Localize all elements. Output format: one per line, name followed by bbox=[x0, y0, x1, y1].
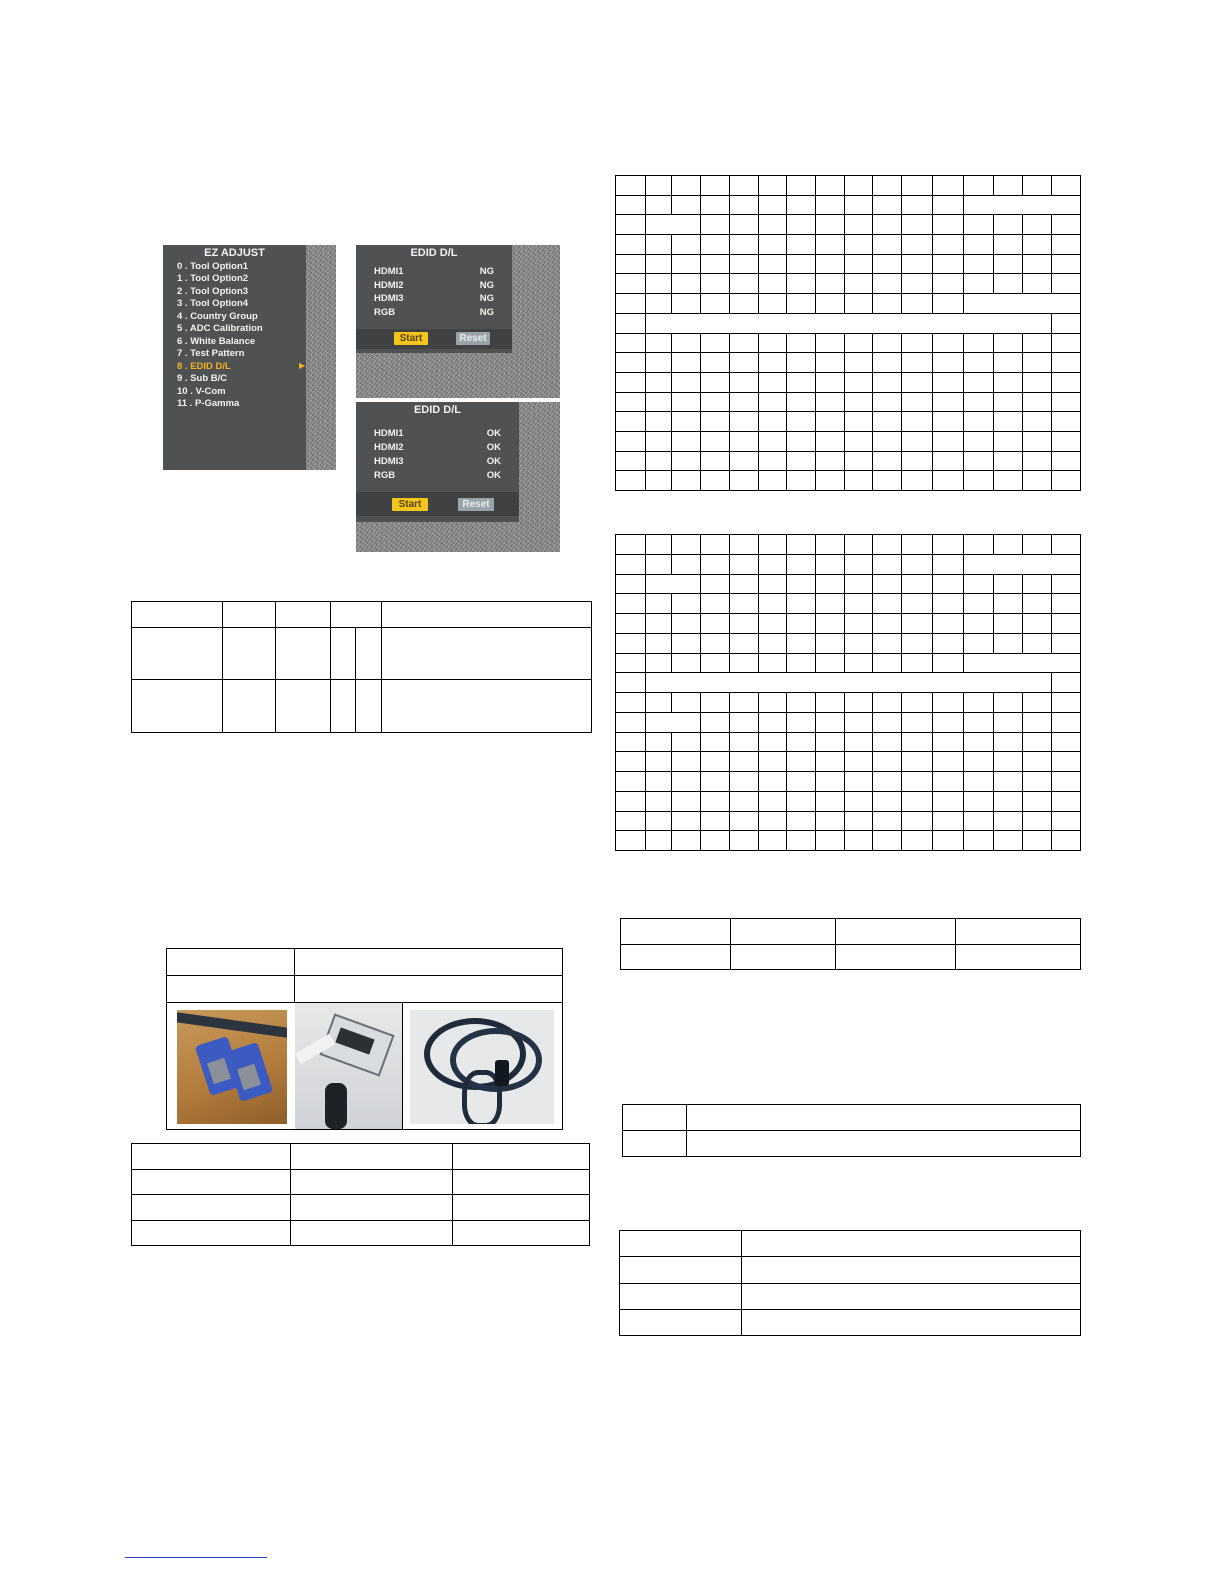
status-label: NG bbox=[479, 279, 494, 291]
edid-port-row bbox=[374, 456, 501, 469]
status-label: OK bbox=[486, 470, 501, 481]
edid-port-row bbox=[374, 470, 501, 483]
port-label: HDMI1 bbox=[374, 266, 404, 277]
menu-item[interactable]: 4 . Country Group bbox=[177, 310, 258, 322]
menu-item[interactable]: 6 . White Balance bbox=[177, 335, 256, 347]
port-label: RGB bbox=[374, 306, 396, 318]
edid-port-row bbox=[374, 280, 494, 293]
start-button[interactable]: Start bbox=[392, 498, 428, 511]
reset-button[interactable]: Reset bbox=[458, 498, 494, 511]
status-label: OK bbox=[486, 442, 501, 453]
right-table-3 bbox=[619, 1230, 1081, 1336]
right-table-2 bbox=[622, 1104, 1081, 1157]
right-table-1 bbox=[620, 918, 1081, 970]
edid-after-panel bbox=[356, 402, 519, 522]
menu-item[interactable]: 11 . P-Gamma bbox=[177, 398, 240, 409]
start-button[interactable]: Start bbox=[394, 332, 428, 345]
port-label: HDMI3 bbox=[374, 293, 404, 304]
edid-after-title: EDID D/L bbox=[413, 404, 462, 416]
edid-port-row bbox=[374, 266, 494, 279]
edid-data-grid-2 bbox=[615, 534, 1081, 851]
selection-arrow-icon: ▶ bbox=[299, 361, 306, 370]
edid-data-grid-1 bbox=[615, 175, 1081, 491]
status-label: NG bbox=[479, 293, 494, 304]
menu-item[interactable]: 1 . Tool Option2 bbox=[177, 273, 249, 284]
menu-item[interactable]: 2 . Tool Option3 bbox=[177, 285, 249, 297]
menu-item[interactable]: 0 . Tool Option1 bbox=[177, 260, 249, 272]
left-lower-table bbox=[131, 1143, 590, 1246]
port-label: RGB bbox=[374, 470, 396, 481]
ez-adjust-title: EZ ADJUST bbox=[204, 247, 265, 259]
edid-before-screenshot bbox=[356, 245, 560, 398]
port-label: HDMI1 bbox=[374, 428, 404, 439]
port-label: HDMI2 bbox=[374, 279, 404, 291]
ez-adjust-menu bbox=[163, 245, 306, 470]
status-label: OK bbox=[486, 456, 501, 467]
menu-item[interactable]: 9 . Sub B/C bbox=[177, 373, 228, 384]
edid-port-row bbox=[374, 442, 501, 455]
edid-after-screenshot bbox=[356, 402, 560, 552]
menu-item[interactable]: 7 . Test Pattern bbox=[177, 348, 245, 359]
ez-adjust-screenshot bbox=[163, 245, 336, 470]
left-spec-table bbox=[131, 601, 592, 733]
status-label: NG bbox=[479, 306, 494, 318]
edid-before-panel bbox=[356, 245, 512, 353]
ez-adjust-item-list bbox=[163, 261, 306, 411]
dvi-cable-photo bbox=[295, 1003, 402, 1129]
menu-item[interactable]: 3 . Tool Option4 bbox=[177, 298, 249, 309]
menu-item[interactable]: 5 . ADC Calibration bbox=[177, 323, 263, 334]
port-label: HDMI2 bbox=[374, 442, 404, 453]
footer-link-underline[interactable] bbox=[125, 1557, 267, 1558]
edid-before-title: EDID D/L bbox=[410, 247, 458, 259]
hdmi-cable-photo bbox=[410, 1010, 554, 1124]
reset-button[interactable]: Reset bbox=[456, 332, 490, 345]
menu-item[interactable]: 8 . EDID D/L bbox=[177, 360, 231, 372]
port-label: HDMI3 bbox=[374, 456, 404, 467]
menu-item[interactable]: 10 . V-Com bbox=[177, 385, 226, 397]
edid-port-row bbox=[374, 293, 494, 306]
edid-port-row bbox=[374, 307, 494, 320]
edid-port-row bbox=[374, 428, 501, 441]
status-label: OK bbox=[486, 428, 501, 439]
status-label: NG bbox=[479, 266, 494, 277]
vga-cable-photo bbox=[177, 1010, 287, 1124]
